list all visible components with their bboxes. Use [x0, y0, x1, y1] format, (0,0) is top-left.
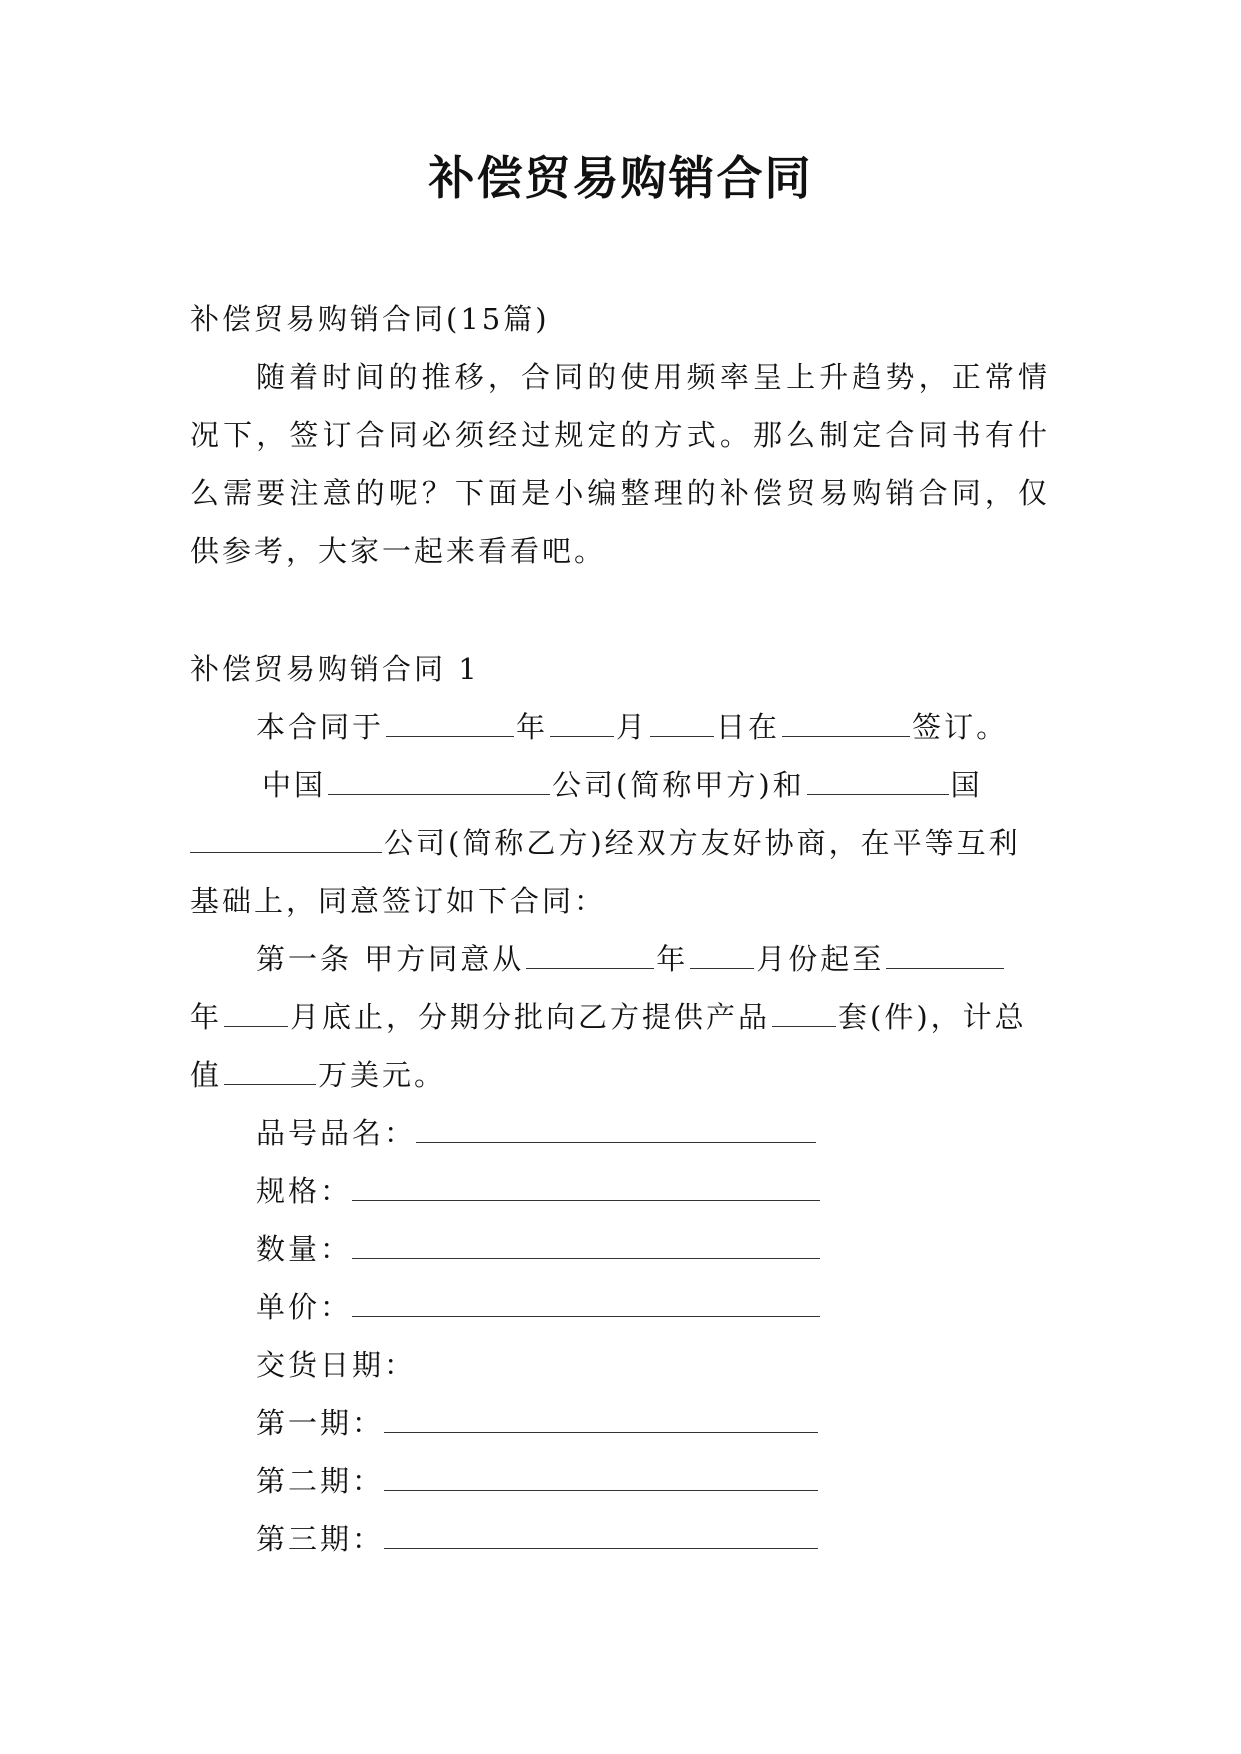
field-phase-3: 第三期： — [190, 1510, 1050, 1568]
blank-quantity — [772, 1000, 836, 1027]
field-phase-2: 第二期： — [190, 1452, 1050, 1510]
field-product: 品号品名： — [190, 1104, 1050, 1162]
sign-line: 本合同于 年 月 日在 签订。 — [256, 710, 1009, 744]
blank-start-year — [526, 942, 654, 969]
parties-line-1: 中国 公司(简称甲方)和 国 — [262, 768, 983, 802]
intro-line-2: 况下，签订合同必须经过规定的方式。那么制定合同书有什 — [190, 418, 1050, 452]
document-title: 补偿贸易购销合同 — [428, 151, 813, 205]
intro-line-3: 么需要注意的呢？下面是小编整理的补偿贸易购销合同，仅 — [190, 476, 1050, 510]
intro-line-4: 供参考，大家一起来看看吧。 — [190, 534, 607, 568]
document-body — [190, 290, 1050, 1568]
phase2-blank — [384, 1464, 818, 1491]
subtitle: 补偿贸易购销合同(15篇) — [190, 302, 550, 336]
parties-line-2: 公司(简称乙方)经双方友好协商，在平等互利 — [190, 814, 1050, 872]
blank-end-month — [224, 1000, 288, 1027]
phase3-blank — [384, 1522, 818, 1549]
article1-line-2: 年 月底止，分期分批向乙方提供产品 套(件)，计总 — [190, 1000, 1027, 1034]
quantity-blank — [352, 1232, 820, 1259]
blank-start-month — [690, 942, 754, 969]
field-delivery: 交货日期： — [256, 1348, 417, 1382]
spec-blank — [352, 1174, 820, 1201]
product-blank — [416, 1116, 816, 1143]
field-spec: 规格： — [190, 1162, 1050, 1220]
blank-place — [782, 710, 910, 737]
blank-total-value — [224, 1058, 316, 1085]
blank-party-a — [328, 768, 550, 795]
blank-year — [386, 710, 514, 737]
section-title: 补偿贸易购销合同 1 — [190, 652, 480, 686]
field-price: 单价： — [190, 1278, 1050, 1336]
intro-line-1: 随着时间的推移，合同的使用频率呈上升趋势，正常情 — [256, 360, 1050, 394]
blank-end-year — [886, 942, 1004, 969]
blank-month — [550, 710, 614, 737]
field-quantity: 数量： — [190, 1220, 1050, 1278]
blank-day — [650, 710, 714, 737]
blank-party-b — [190, 826, 382, 853]
price-blank — [352, 1290, 820, 1317]
phase1-blank — [384, 1406, 818, 1433]
parties-line-3: 基础上，同意签订如下合同： — [190, 884, 607, 918]
article1-line-1: 第一条 甲方同意从 年 月份起至 — [190, 930, 1050, 988]
article1-line-3: 值 万美元。 — [190, 1058, 447, 1092]
field-phase-1: 第一期： — [190, 1394, 1050, 1452]
blank-country — [807, 768, 949, 795]
